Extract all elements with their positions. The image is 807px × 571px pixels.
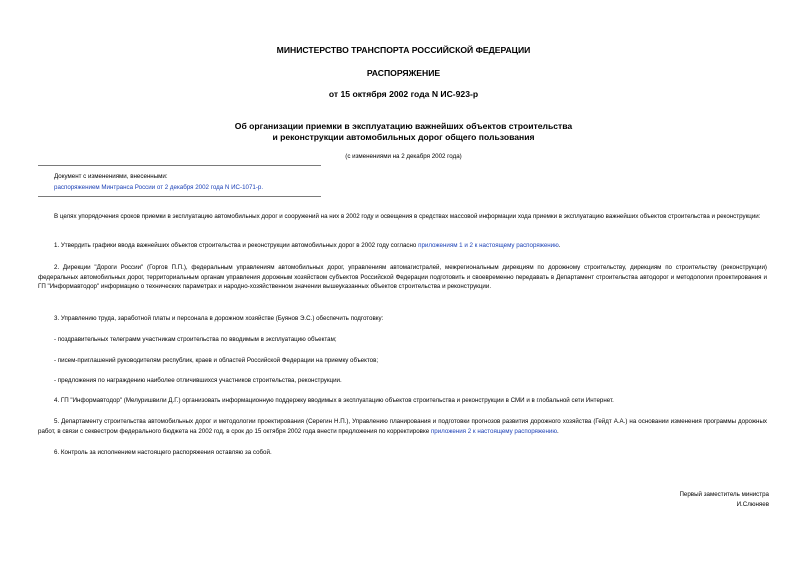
- paragraph-2: 2. Дирекции "Дороги России" (Горгов П.П.), федеральным управлениям автомобильных дорог, управлениям автомагистралей, межрегиональным дирекциям по дорожному строительству, дирекциям по строительству (реконструкции) федеральных автомобильных дорог, территориальным органам управления дорожным хозяйством субъектов Российской Федерации подготовить и своевременно передавать в Департамент строительства автодорог и методологии проектирования и ГП "Информавтодор" информацию о технических параметрах и народно-хозяйственном значении вышеуказанных объектов строительства и реконструкции.: [38, 264, 767, 290]
- document-title-line-1: Об организации приемки в эксплуатацию важнейших объектов строительства: [234, 121, 573, 131]
- paragraph-1: [38, 241, 767, 251]
- paragraph-1-text: 1. Утвердить графики ввода важнейших объектов строительства и реконструкции автомобильных дорог в 2002 году согласно: [54, 242, 419, 249]
- changes-box-top-rule: [38, 165, 321, 166]
- appendix-1-2-link[interactable]: приложениям 1 и 2 к настоящему распоряжению: [418, 242, 559, 249]
- signature-block: [679, 490, 769, 510]
- ministry-heading: МИНИСТЕРСТВО ТРАНСПОРТА РОССИЙСКОЙ ФЕДЕРАЦИИ: [276, 45, 531, 55]
- bullet-item-awards: - предложения по награждению наиболее отличившихся участников строительства, реконструкции.: [54, 377, 342, 384]
- document-date-number: от 15 октября 2002 года N ИС-923-р: [328, 89, 479, 99]
- paragraph-6: 6. Контроль за исполнением настоящего распоряжения оставляю за собой.: [54, 449, 272, 456]
- bullet-item-telegrams: - поздравительных телеграмм участникам строительства по вводимым в эксплуатацию объектам;: [54, 336, 337, 343]
- changes-note: (с изменениями на 2 декабря 2002 года): [345, 153, 462, 160]
- changes-box-bottom-rule: [38, 196, 321, 197]
- paragraph-4: 4. ГП "Информавтодор" (Мелуришвили Д.Г.) организовать информационную поддержку вводимых в эксплуатацию объектов строительства и реконструкции в СМИ и в глобальной сети Интернет.: [54, 397, 614, 404]
- intro-paragraph: В целях упорядочения сроков приемки в эксплуатацию автомобильных дорог и сооружений на них в 2002 году и освещения в средствах массовой информации хода приемки в эксплуатацию важнейших объектов строительства и реконструкции:: [54, 213, 761, 220]
- paragraph-1-end: .: [558, 242, 561, 249]
- changes-box-label: Документ с изменениями, внесенными:: [54, 173, 168, 180]
- document-title-line-2: и реконструкции автомобильных дорог общего пользования: [272, 132, 535, 142]
- amendment-link[interactable]: распоряжением Минтранса России от 2 декабря 2002 года N ИС-1071-р.: [54, 184, 264, 191]
- paragraph-3: 3. Управлению труда, заработной платы и персонала в дорожном хозяйстве (Буянов Э.С.) обеспечить подготовку:: [54, 315, 384, 322]
- paragraph-5-text: 5. Департаменту строительства автомобильных дорог и методологии проектирования (Серегин Н.П.), Управлению планирования и подготовки прогнозов развития дорожного хозяйства (Гейдт А.А.) на основании изменения программы дорожных работ, в связи с секвестром федерального бюджета на 2002 год, в срок до 15 октября 2002 года внести предложения по корректировке: [38, 418, 767, 435]
- paragraph-5: [38, 417, 767, 436]
- bullet-item-invitations: - писем-приглашений руководителям республик, краев и областей Российской Федерации на приемку объектов;: [54, 357, 379, 364]
- paragraph-5-end: .: [557, 427, 559, 435]
- signatory-position: Первый заместитель министра: [679, 491, 769, 498]
- appendix-2-link[interactable]: приложения 2 к настоящему распоряжению: [430, 427, 558, 435]
- changes-box: [54, 171, 263, 193]
- document-type-heading: РАСПОРЯЖЕНИЕ: [366, 68, 441, 78]
- signatory-name: И.Слюняев: [736, 501, 769, 508]
